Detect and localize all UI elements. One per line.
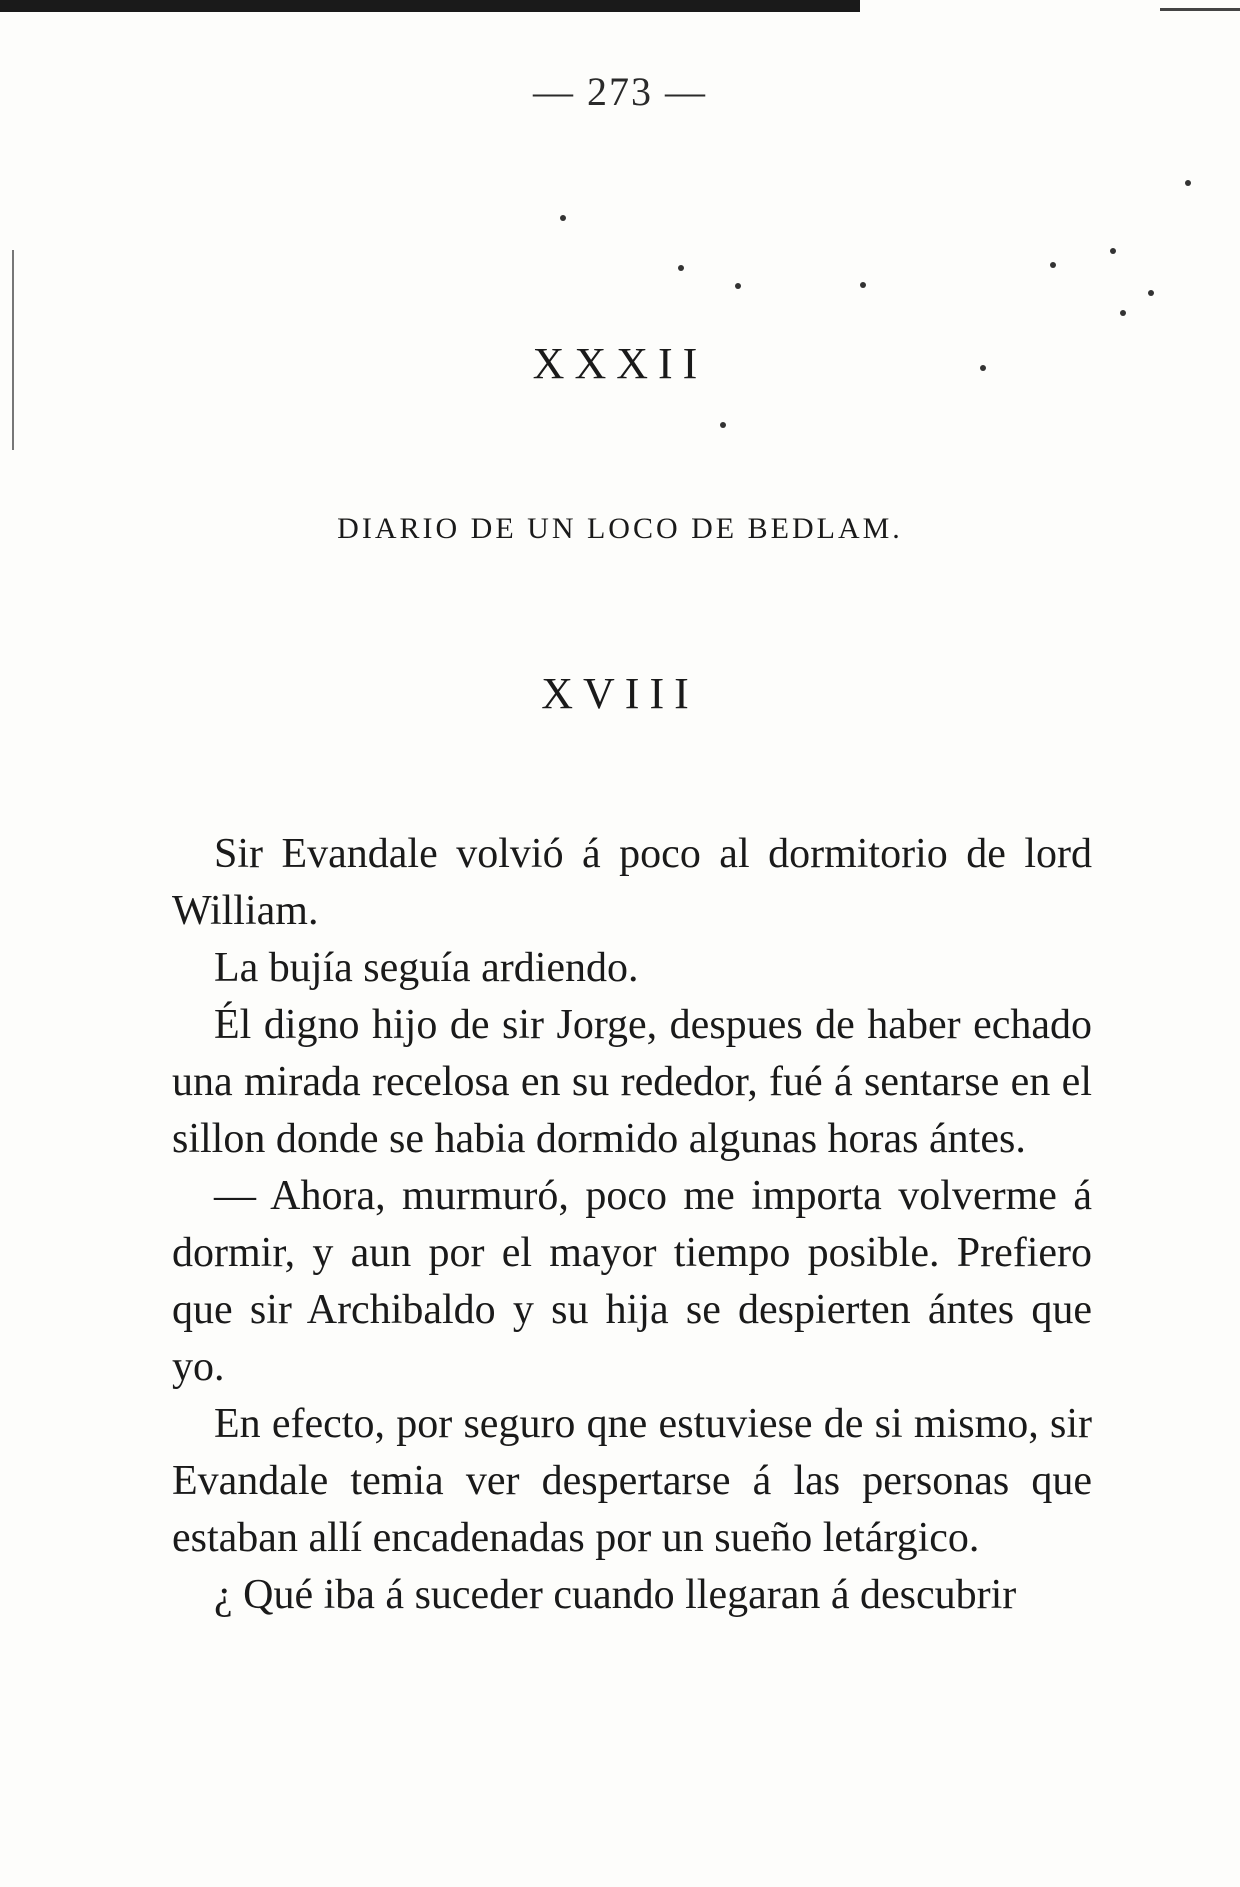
subsection-number: XVIII: [541, 669, 699, 718]
paragraph: La bujía seguía ardiendo.: [214, 945, 639, 991]
chapter-number: XXXII: [532, 339, 708, 388]
section-heading: DIARIO DE UN LOCO DE BEDLAM.: [337, 512, 903, 545]
paragraph: — Ahora, murmuró, poco me importa volverme á dormir, y aun por el mayor tiempo posible. Prefiero que sir Archibaldo y su hija se despierten ántes que yo.: [172, 1173, 1092, 1390]
paragraph: Sir Evandale volvió á poco al dormitorio de lord William.: [172, 831, 1092, 934]
body-text: [172, 826, 1092, 1624]
top-border-rule-right: [1160, 8, 1240, 11]
paragraph: Él digno hijo de sir Jorge, despues de haber echado una mirada recelosa en su rededor, fué á sentarse en el sillon donde se habia dormido algunas horas ántes.: [172, 1002, 1092, 1162]
page-number: — 273 —: [533, 69, 707, 114]
top-border-rule: [0, 0, 860, 12]
paragraph: ¿ Qué iba á suceder cuando llegaran á descubrir: [214, 1572, 1017, 1618]
paragraph: En efecto, por seguro qne estuviese de si mismo, sir Evandale temia ver despertarse á las personas que estaban allí encadenadas por un sueño letárgico.: [172, 1401, 1092, 1561]
